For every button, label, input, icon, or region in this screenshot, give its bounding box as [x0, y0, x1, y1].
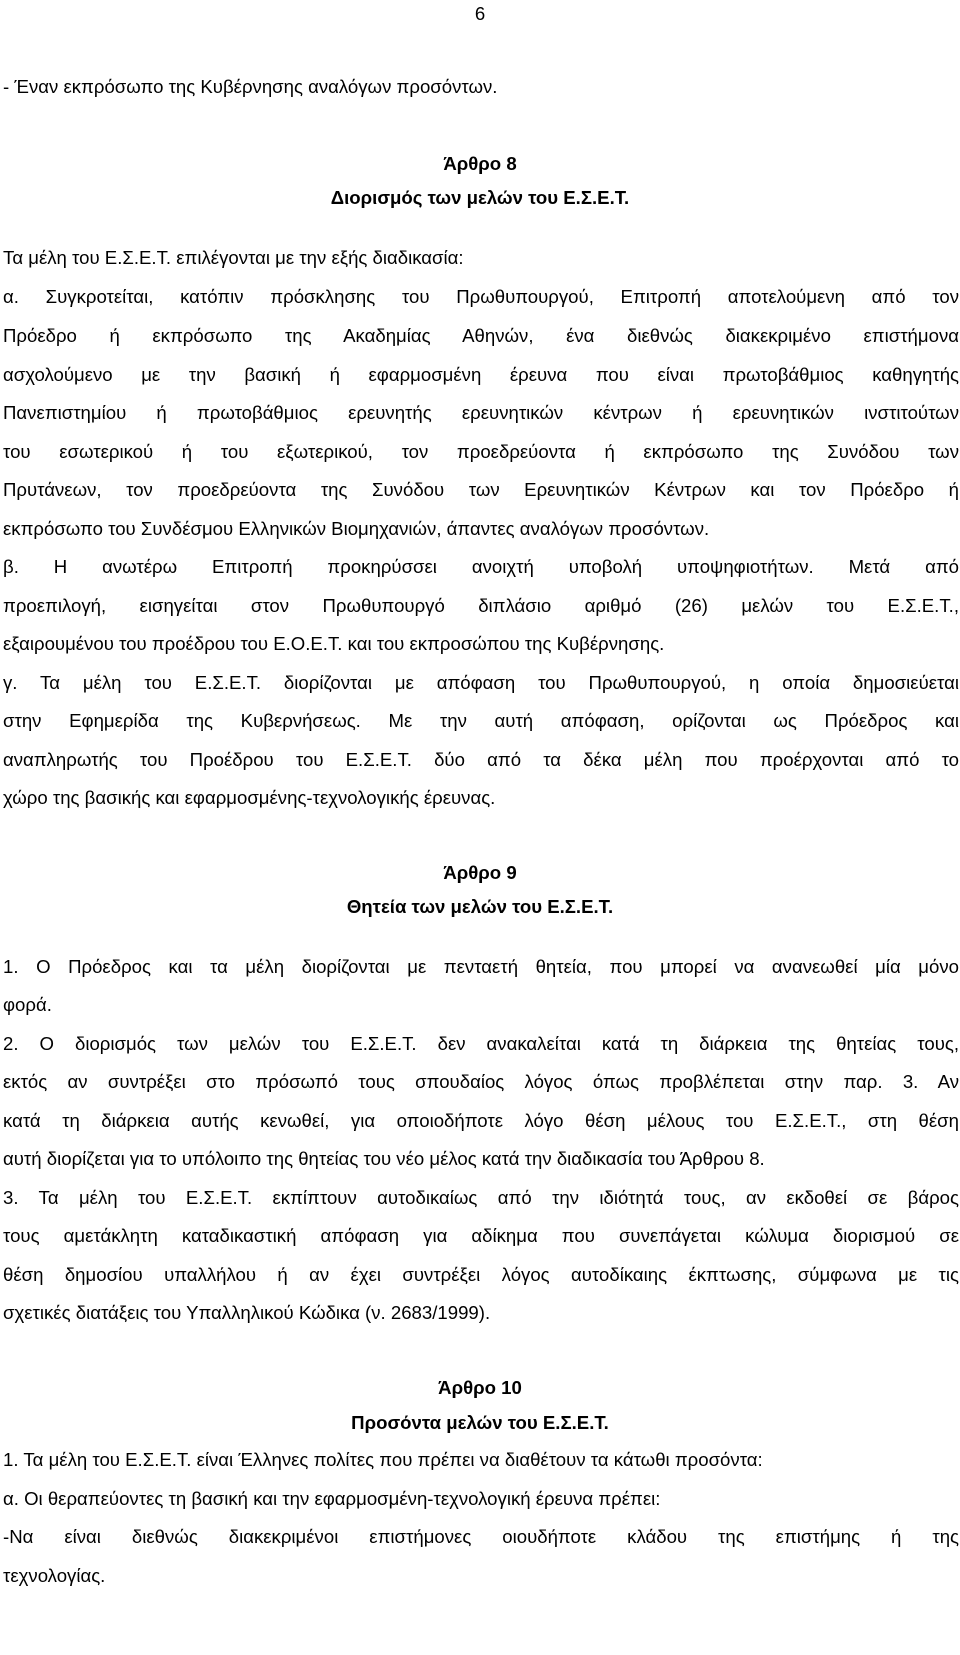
text-line: φορά.	[3, 994, 52, 1015]
text-line: 3. Τα μέλη του Ε.Σ.Ε.Τ. εκπίπτουν αυτοδικαίως από την ιδιότητά τους, αν εκδοθεί σε βάρος	[3, 1187, 959, 1208]
text-line: εκτός αν συντρέξει στο πρόσωπό τους σπουδαίος λόγος όπως προβλέπεται στην παρ. 3. Αν	[3, 1071, 959, 1092]
text-line: σχετικές διατάξεις του Υπαλληλικού Κώδικα (ν. 2683/1999).	[3, 1302, 491, 1323]
text-line: Πανεπιστημίου ή πρωτοβάθμιος ερευνητής ερευνητικών κέντρων ή ερευνητικών ινστιτούτων	[3, 402, 959, 423]
heading-line: Άρθρο 10	[438, 1377, 522, 1398]
text-line: ασχολούμενο με την βασική ή εφαρμοσμένη έρευνα που είναι πρωτοβάθμιος καθηγητής	[3, 364, 959, 385]
text-line: χώρο της βασικής και εφαρμοσμένης-τεχνολογικής έρευνας.	[3, 787, 496, 808]
heading-line: Διορισμός των μελών του Ε.Σ.Ε.Τ.	[330, 187, 630, 208]
text-line: στην Εφημερίδα της Κυβερνήσεως. Με την αυτή απόφαση, ορίζονται ως Πρόεδρος και	[3, 710, 959, 731]
text-line: κατά τη διάρκεια αυτής κενωθεί, για οποιοδήποτε λόγο θέση μέλους του Ε.Σ.Ε.Τ., στη θέση	[3, 1110, 959, 1131]
text-line: προεπιλογή, εισηγείται στον Πρωθυπουργό διπλάσιο αριθμό (26) μελών του Ε.Σ.Ε.Τ.,	[3, 595, 959, 616]
text-line: αναπληρωτής του Προέδρου του Ε.Σ.Ε.Τ. δύο από τα δέκα μέλη που προέρχονται από το	[3, 749, 959, 770]
page-number: 6	[474, 3, 486, 24]
heading-line: Άρθρο 8	[443, 153, 517, 174]
text-line: Πρυτάνεων, τον προεδρεύοντα της Συνόδου των Ερευνητικών Κέντρων και τον Πρόεδρο ή	[3, 479, 959, 500]
text-line: 1. Τα μέλη του Ε.Σ.Ε.Τ. είναι Έλληνες πολίτες που πρέπει να διαθέτουν τα κάτωθι προσόντα:	[3, 1449, 763, 1470]
text-line: τους αμετάκλητη καταδικαστική απόφαση για αδίκημα που συνεπάγεται κώλυμα διορισμού σε	[3, 1225, 959, 1246]
text-line: α. Συγκροτείται, κατόπιν πρόσκλησης του Πρωθυπουργού, Επιτροπή αποτελούμενη από τον	[3, 286, 959, 307]
heading-line: Προσόντα μελών του Ε.Σ.Ε.Τ.	[351, 1412, 609, 1433]
text-line: αυτή διορίζεται για το υπόλοιπο της θητείας του νέο μέλος κατά την διαδικασία του Άρθρου 8.	[3, 1148, 765, 1169]
text-line: του εσωτερικού ή του εξωτερικού, τον προεδρεύοντα ή εκπρόσωπο της Συνόδου των	[3, 441, 959, 462]
text-line: Πρόεδρο ή εκπρόσωπο της Ακαδημίας Αθηνών, ένα διεθνώς διακεκριμένο επιστήμονα	[3, 325, 959, 346]
text-line: 1. Ο Πρόεδρος και τα μέλη διορίζονται με πενταετή θητεία, που μπορεί να ανανεωθεί μία μόνο	[3, 956, 959, 977]
text-line: τεχνολογίας.	[3, 1565, 106, 1586]
text-line: α. Οι θεραπεύοντες τη βασική και την εφαρμοσμένη-τεχνολογική έρευνα πρέπει:	[3, 1488, 661, 1509]
text-line: -Να είναι διεθνώς διακεκριμένοι επιστήμονες οιουδήποτε κλάδου της επιστήμης ή της	[3, 1526, 959, 1547]
text-line: εκπρόσωπο του Συνδέσμου Ελληνικών Βιομηχανιών, άπαντες αναλόγων προσόντων.	[3, 518, 710, 539]
text-line: θέση δημοσίου υπαλλήλου ή αν έχει συντρέξει λόγος αυτοδίκαιης έκπτωσης, σύμφωνα με τις	[3, 1264, 959, 1285]
heading-line: Θητεία των μελών του Ε.Σ.Ε.Τ.	[346, 896, 614, 917]
text-line: - Έναν εκπρόσωπο της Κυβέρνησης αναλόγων προσόντων.	[3, 76, 498, 97]
text-line: β. Η ανωτέρω Επιτροπή προκηρύσσει ανοιχτή υποβολή υποψηφιοτήτων. Μετά από	[3, 556, 959, 577]
text-line: Τα μέλη του Ε.Σ.Ε.Τ. επιλέγονται με την εξής διαδικασία:	[3, 247, 464, 268]
heading-line: Άρθρο 9	[443, 862, 517, 883]
text-line: γ. Τα μέλη του Ε.Σ.Ε.Τ. διορίζονται με απόφαση του Πρωθυπουργού, η οποία δημοσιεύεται	[3, 672, 959, 693]
text-line: εξαιρουμένου του προέδρου του Ε.Ο.Ε.Τ. και του εκπροσώπου της Κυβέρνησης.	[3, 633, 665, 654]
text-line: 2. Ο διορισμός των μελών του Ε.Σ.Ε.Τ. δεν ανακαλείται κατά τη διάρκεια της θητείας τους,	[3, 1033, 959, 1054]
